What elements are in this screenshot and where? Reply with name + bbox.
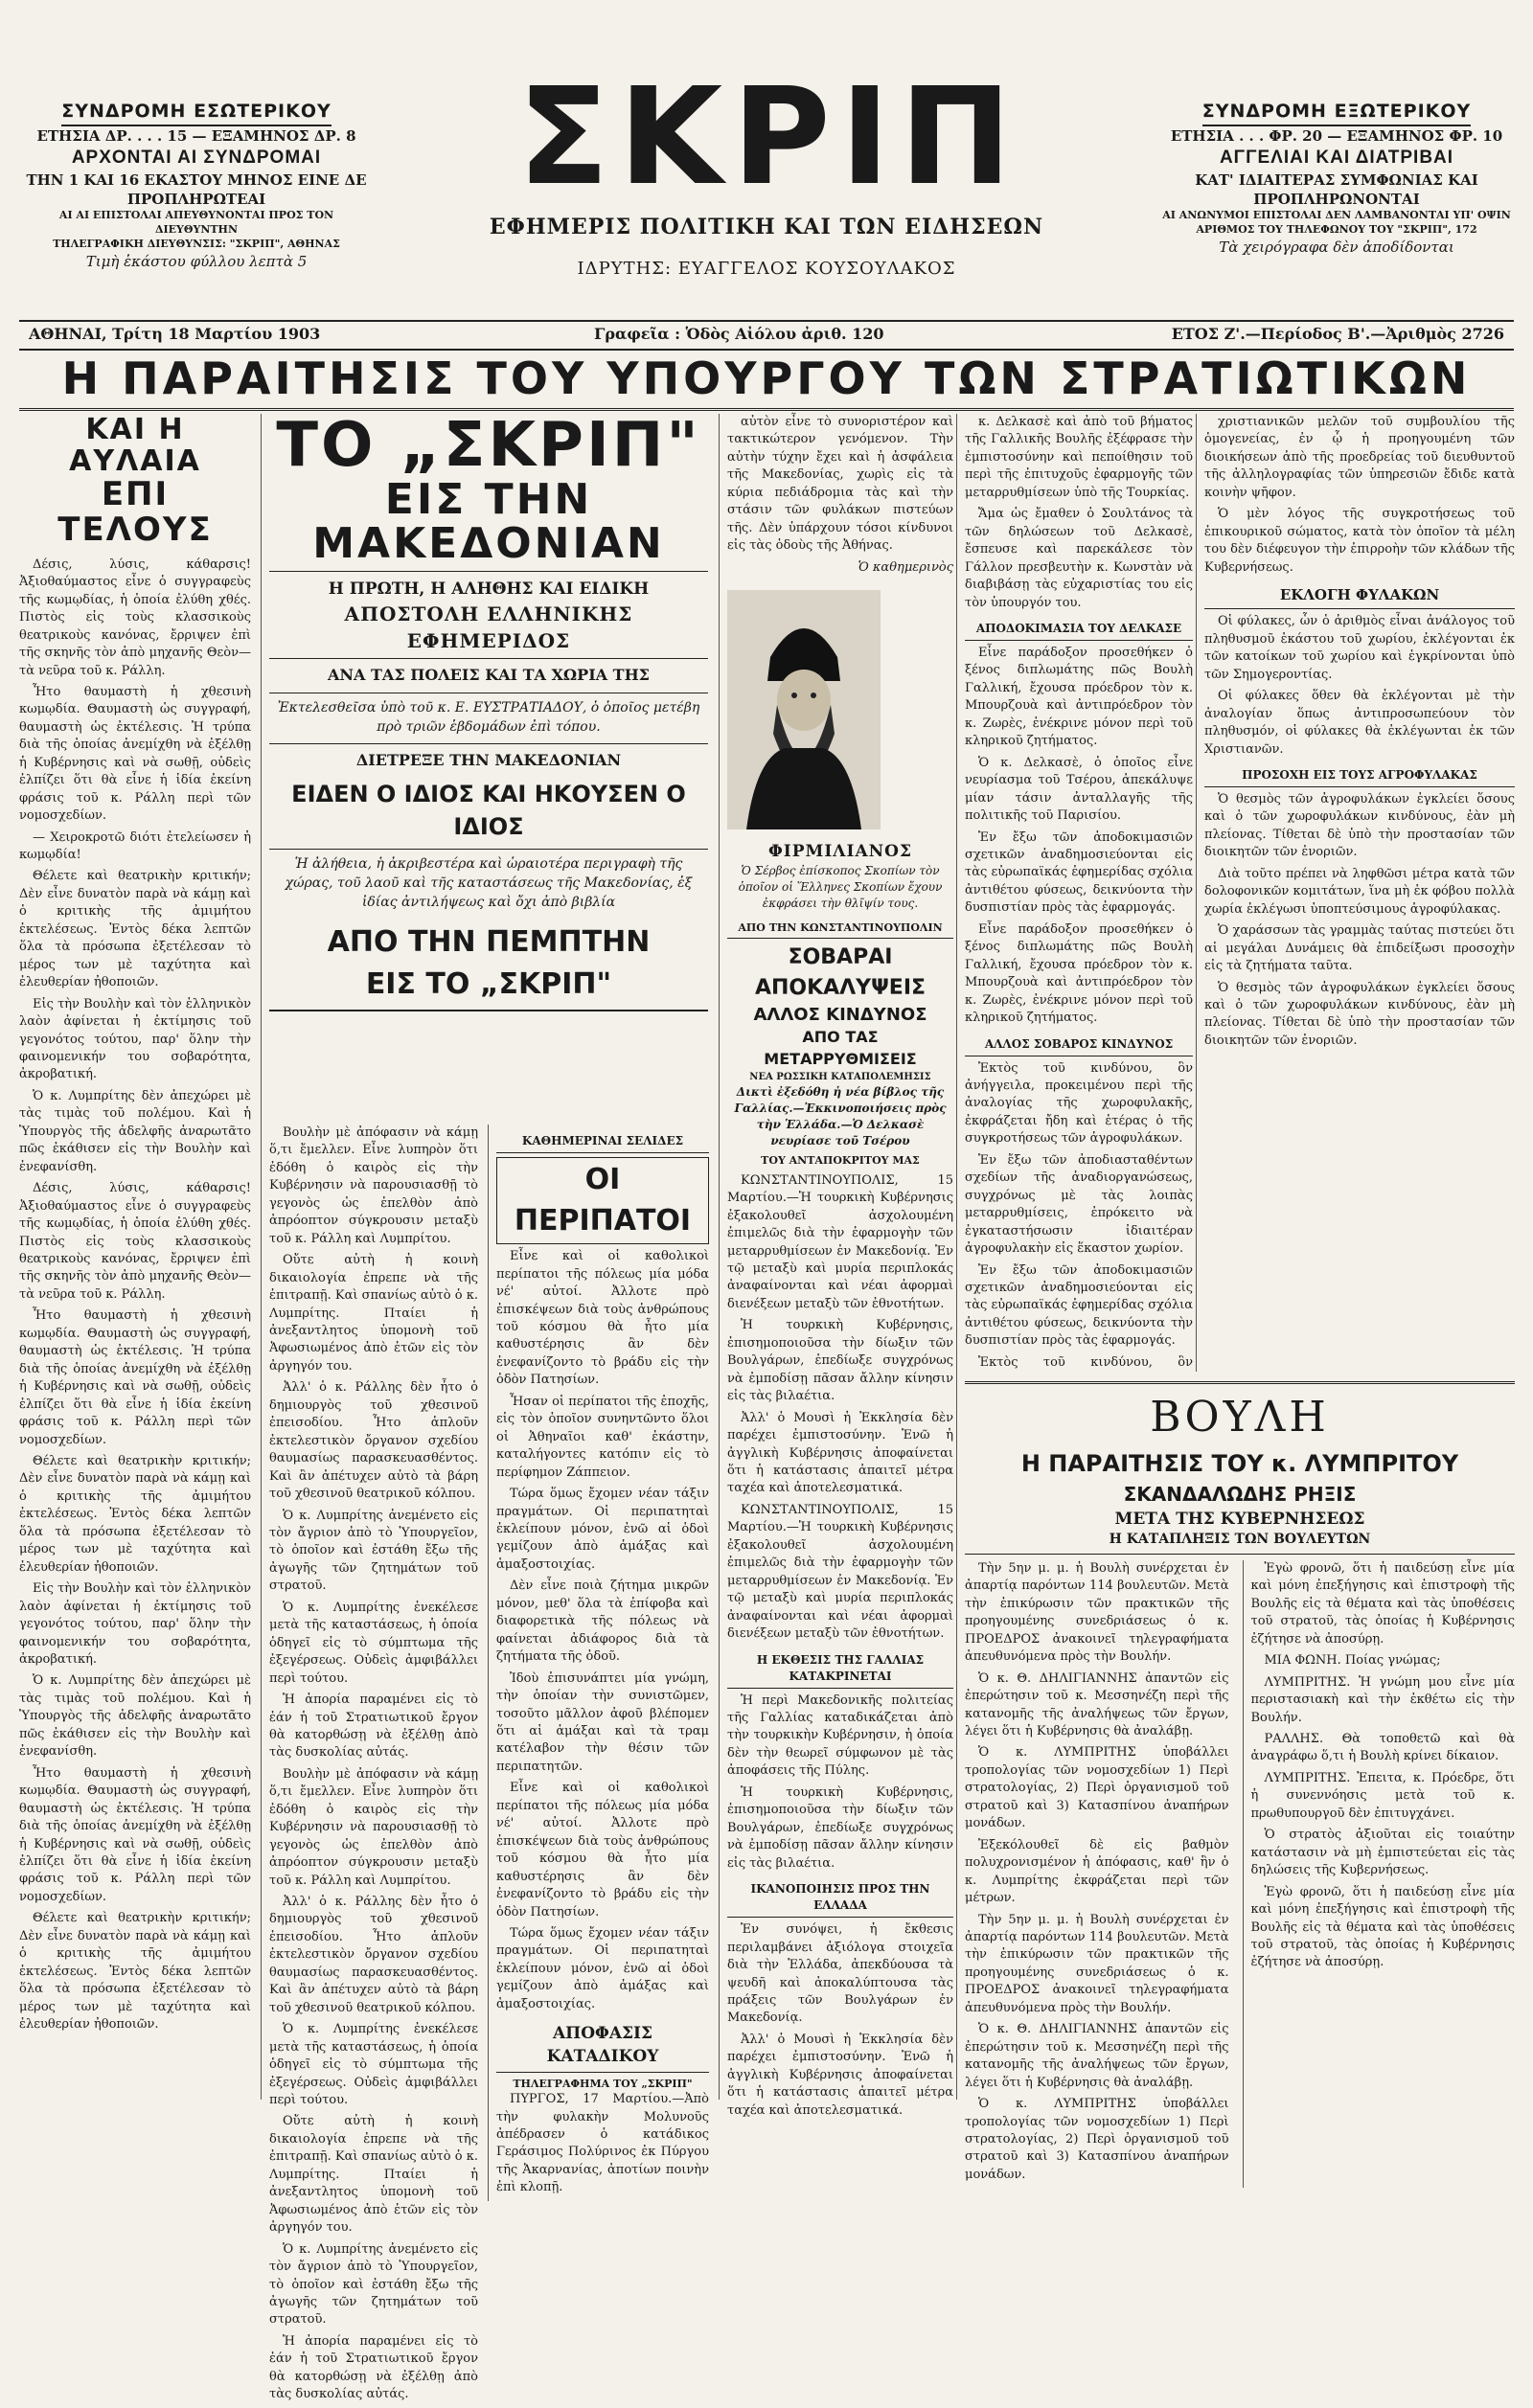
article-columns bbox=[19, 410, 1515, 2402]
paragraph: Δέσις, λύσις, κάθαρσις! Ἀξιοθαύμαστος εἶνε ὁ συγγραφεὺς τῆς κωμῳδίας, ἡ ὁποία ἐλύθη χθές. Πιστὸς εἰς τοὺς κλασσικοὺς θεατρικοὺς κανόνας, ἔρριψεν ἐπὶ τῆς σκηνῆς τὸν ἀπὸ μηχανῆς Θεὸν—τὰ νεῦρα τοῦ κ. Ράλλη. bbox=[19, 557, 251, 678]
paragraph: Ἀλλ' ὁ κ. Ράλλης δὲν ἦτο ὁ δημιουργὸς τοῦ χθεσινοῦ ἐπεισοδίου. Ἦτο ἁπλοῦν ἐκτελεστικὸν ὄργανον σχεδίου θαυμασίως παρασκευασθέντος. Καὶ ἂν ἀπέτυχεν αὐτὸ τὰ βάρη τοῦ χθεσινοῦ θεατρικοῦ κόλπου. bbox=[269, 1895, 478, 2015]
paragraph: Ἐγὼ φρονῶ, ὅτι ἡ παιδεύσῃ εἶνε μία καὶ μόνη ἐπεξήγησις καὶ ἐπιστροφὴ τῆς Βουλῆς εἰς τὰ θέματα καὶ τὰς ὑποθέσεις τοῦ στρατοῦ, τὰς ὁποίας ἡ Κυβέρνησις ἐζήτησε νὰ ἀποσύρῃ. bbox=[1250, 1884, 1515, 1970]
rural-guards-warning-title: ΠΡΟΣΟΧΗ ΕΙΣ ΤΟΥΣ ΑΓΡΟΦΥΛΑΚΑΣ bbox=[1204, 764, 1515, 787]
column-2 bbox=[261, 410, 716, 2402]
parliament-sub1: Η ΠΑΡΑΙΤΗΣΙΣ ΤΟΥ κ. ΛΥΜΠΡΙΤΟΥ bbox=[1020, 1450, 1459, 1478]
convict-escape-sub: ΤΗΛΕΓΡΑΦΗΜΑ ΤΟΥ „ΣΚΡΙΠ" bbox=[513, 2077, 693, 2090]
paragraph: Ἀλλ' ὁ Μουσὶ ἡ Ἐκκλησία δὲν παρέχει ἐμπιστοσύνην. Ἐνῶ ἡ ἀγγλικὴ Κυβέρνησις ἀποφαίνεται ὅτι ἡ κατάστασις ἀπαιτεῖ μέτρα ταχέα καὶ ἀποτελεσματικά. bbox=[727, 2032, 953, 2118]
divider bbox=[269, 849, 708, 850]
subscription-domestic-line3: ΠΡΟΠΛΗΡΩΤΕΑΙ bbox=[126, 190, 266, 208]
another-danger-title: ΑΛΛΟΣ ΚΙΝΔΥΝΟΣ bbox=[753, 1004, 927, 1025]
parliament-col-left bbox=[965, 1560, 1229, 2188]
reforms-sub: ΝΕΑ ΡΩΣΣΙΚΗ ΚΑΤΑΠΟΛΕΜΗΣΙΣ bbox=[749, 1071, 931, 1082]
paragraph: ΚΩΝΣΤΑΝΤΙΝΟΥΠΟΛΙΣ, 15 Μαρτίου.—Ἡ τουρκικὴ Κυβέρνησις ἐξακολουθεῖ ἀσχολουμένη ἐπιμελῶς διὰ τὴν ἐφαρμογὴν τῶν μεταρρυθμίσεων ἐν Μακεδονίᾳ. Ἐν τῷ μεταξὺ καὶ μυρία περιπλοκάς ἀναφαίνονται καὶ νέαι ἀφορμαὶ διενέξεων μεταξὺ τῶν ἐθνοτήτων. bbox=[727, 1502, 953, 1642]
paragraph: Οἱ φύλακες, ὧν ὁ ἀριθμὸς εἶναι ἀνάλογος τοῦ πληθυσμοῦ ἑκάστου τοῦ χωρίου, ἐκλέγονται ἐκ τῶν κατοίκων τοῦ χωρίου καὶ ἐγκρίνονται ὑπὸ τῶν Σημογεροντίας. bbox=[1204, 614, 1515, 682]
convict-escape-title: ΑΠΟΦΑΣΙΣ ΚΑΤΑΔΙΚΟΥ bbox=[496, 2019, 709, 2072]
paragraph: Εἰς τὴν Βουλὴν καὶ τὸν ἑλληνικὸν λαὸν ἀφίνεται ἡ ἐκτίμησις τοῦ γεγονότος τούτου, παρ' ὅλην τὴν φαινομενικήν του σοβαρότητα, ἀκροβατική. bbox=[19, 996, 251, 1082]
macedonia-crossed: ΔΙΕΤΡΕΞΕ ΤΗΝ ΜΑΚΕΔΟΝΙΑΝ bbox=[355, 750, 622, 769]
dateline-office: Γραφεῖα : Ὁδὸς Αἰόλου ἀριθ. 120 bbox=[594, 325, 884, 343]
macedonia-saw-heard: ΕΙΔΕΝ Ο ΙΔΙΟΣ ΚΑΙ ΗΚΟΥΣΕΝ Ο ΙΔΙΟΣ bbox=[291, 780, 686, 840]
newspaper-logo: ΣΚΡΙΠ bbox=[517, 59, 1021, 216]
paragraph: Ἐξεκόλουθεῖ δὲ εἰς βαθμὸν πολυχρονισμένον ἡ ἀπόφασις, καθ' ἣν ὁ κ. Λυμπρίτης ἐκφράζεται περὶ τῶν μέτρων. bbox=[965, 1837, 1229, 1906]
main-headline: Η ΠΑΡΑΙΤΗΣΙΣ ΤΟΥ ΥΠΟΥΡΓΟΥ ΤΩΝ ΣΤΡΑΤΙΩΤΙΚΩΝ bbox=[19, 352, 1514, 411]
serious-danger-title: ΑΛΛΟΣ ΣΟΒΑΡΟΣ ΚΙΝΔΥΝΟΣ bbox=[965, 1034, 1193, 1056]
macedonia-from-thursday: ΑΠΟ ΤΗΝ ΠΕΜΠΤΗΝ bbox=[327, 925, 651, 960]
paragraph: Τὴν 5ην μ. μ. ἡ Βουλὴ συνέρχεται ἐν ἀπαρτίᾳ παρόντων 114 βουλευτῶν. Μετὰ τὴν ἐπικύρωσιν τῶν πρακτικῶν τῆς προηγουμένης συνεδριάσεως ὁ κ. ΠΡΟΕΔΡΟΣ ἀνακοινεῖ τηλεγραφήματα ἀπευθυνόμενα πρὸς τὴν Βουλήν. bbox=[965, 1560, 1229, 1665]
new-book-summary: Δικτὶ ἐξεδόθη ἡ νέα βίβλος τῆς Γαλλίας.—Ἐκκινοποιήσεις πρὸς τὴν Ἑλλάδα.—Ὁ Δελκασὲ νευρίασε τοῦ Τσέρου bbox=[734, 1085, 947, 1148]
satisfaction-title: ΙΚΑΝΟΠΟΙΗΣΙΣ ΠΡΟΣ ΤΗΝ ΕΛΛΑΔΑ bbox=[727, 1878, 953, 1918]
paragraph: Ὁ στρατὸς ἀξιοῦται εἰς τοιαύτην κατάστασιν νὰ μὴ ἐμπιστεύεται εἰς τὰς δηλώσεις τῆς Κυβερνήσεως. bbox=[1250, 1828, 1515, 1878]
macedonia-agency: ΑΠΟΣΤΟΛΗ ΕΛΛΗΝΙΚΗΣ ΕΦΗΜΕΡΙΔΟΣ bbox=[269, 601, 708, 660]
signature: Ὁ καθημερινὸς bbox=[858, 559, 953, 575]
paragraph: Ἐγὼ φρονῶ, ὅτι ἡ παιδεύσῃ εἶνε μία καὶ μόνη ἐπεξήγησις καὶ ἐπιστροφὴ τῆς Βουλῆς εἰς τὰ θέματα καὶ τὰς ὑποθέσεις τοῦ στρατοῦ, τὰς ὁποίας ἡ Κυβέρνησις ἐζήτησε νὰ ἀποσύρῃ. bbox=[1250, 1560, 1515, 1647]
portrait-name: ΦΙΡΜΙΛΙΑΝΟΣ bbox=[767, 841, 912, 861]
paragraph: αὐτὸν εἶνε τὸ συνοριστέρον καὶ τακτικώτερον γενόμενον. Τὴν αὐτὴν τύχην ἔχει καὶ ἡ ἀσφάλεια τῆς Μακεδονίας, χωρὶς εἰς τὰ κύρια πεδιάδρομια τὰς καὶ τὴν στάσιν τῶν φυλάκων πιστεύων τῆς. Δὲν ὑπάρχουν τόσοι κίνδυνοι εἰς τὰς ὁδοὺς τῆς Ἀθήνας. bbox=[727, 415, 953, 554]
paragraph: Δέσις, λύσις, κάθαρσις! Ἀξιοθαύμαστος εἶνε ὁ συγγραφεὺς τῆς κωμῳδίας, ἡ ὁποία ἐλύθη χθές. Πιστὸς εἰς τοὺς κλασσικοὺς θεατρικοὺς κανόνας, ἔρριψεν ἐπὶ τῆς σκηνῆς τὸν ἀπὸ μηχανῆς Θεὸν—τὰ νεῦρα τοῦ κ. Ράλλη. bbox=[19, 1181, 251, 1302]
paragraph: Βουλὴν μὲ ἀπόφασιν νὰ κάμῃ ὅ,τι ἔμελλεν. Εἶνε λυπηρὸν ὅτι ἐδόθη ὁ καιρὸς εἰς τὴν Κυβέρνησιν νὰ παρουσιασθῇ τὸ γεγονὸς ὡς ἐπελθὸν ἀπὸ ἀπρόοπτον σύγκρουσιν μεταξὺ τοῦ κ. Ράλλη καὶ Λυμπρίτου. bbox=[269, 1766, 478, 1888]
paragraph: Ἡ τουρκικὴ Κυβέρνησις, ἐπισημοποιοῦσα τὴν δίωξιν τῶν Βουλγάρων, ἐπεδίωξε συγχρόνως νὰ ἐμποδίσῃ πᾶσαν ἄλλην κίνησιν εἰς τὰς βιλαέτια. bbox=[727, 1318, 953, 1404]
column-3 bbox=[719, 414, 961, 2118]
walks-title: ΟΙ ΠΕΡΙΠΑΤΟΙ bbox=[496, 1157, 709, 1244]
paragraph: Ὁ κ. ΛΥΜΠΡΙΤΗΣ ὑποβάλλει τροπολογίας τῶν νομοσχεδίων 1) Περὶ στρατολογίας, 2) Περὶ ὀργανισμοῦ τοῦ στρατοῦ καὶ 3) Κατασπίνου ἀναπήρων μονάδων. bbox=[965, 2097, 1229, 2182]
paragraph: Ἐν ἔξω τῶν ἀποδοκιμασιῶν σχετικῶν ἀναδημοσιεύονται εἰς τὰς εὐρωπαϊκάς ἐφημερίδας σχόλια ἀντιθέτου φύσεως, δεικνύοντα τὴν δυσπιστίαν πρὸς τὰς ἐφαρμογάς. bbox=[965, 829, 1193, 916]
paragraph: Ἐκτὸς τοῦ κινδύνου, ὃν ἀνήγγειλα, προκειμένου περὶ τῆς ἀναλογίας τῆς χωροφυλακῆς, ἐκφράζεται ἤδη καὶ ἑτέρας ὁ τῆς συγκροτήσεως τῶν ἀγροφυλάκων. bbox=[965, 1060, 1193, 1147]
macedonia-lead: Η ΠΡΩΤΗ, Η ΑΛΗΘΗΣ ΚΑΙ ΕΙΔΙΚΗ bbox=[328, 579, 650, 599]
subscription-domestic-header: ΣΥΝΔΡΟΜΗ ΕΣΩΤΕΡΙΚΟΥ bbox=[61, 100, 332, 126]
paragraph: Ἦτο θαυμαστὴ ἡ χθεσινὴ κωμῳδία. Θαυμαστὴ ὡς συγγραφή, θαυμαστὴ ὡς ἐκτέλεσις. Ἡ τρύπα διὰ τῆς ὁποίας ἀνεμίχθη νὰ ἐξέλθῃ ἡ Κυβέρνησις καὶ νὰ σωθῇ, οὐδεὶς ἐλπίζει ὅτι θὰ εἶνε ἡ ἰδία ἐκείνη φράσις τοῦ κ. Ράλλη περὶ τῶν νομοσχεδίων. bbox=[19, 1765, 251, 1904]
paragraph: Τὴν 5ην μ. μ. ἡ Βουλὴ συνέρχεται ἐν ἀπαρτίᾳ παρόντων 114 βουλευτῶν. Μετὰ τὴν ἐπικύρωσιν τῶν πρακτικῶν τῆς προηγουμένης συνεδριάσεως ὁ κ. ΠΡΟΕΔΡΟΣ ἀνακοινεῖ τηλεγραφήματα ἀπευθυνόμενα πρὸς τὴν Βουλήν. bbox=[965, 1912, 1229, 2015]
paragraph: Ὁ θεσμὸς τῶν ἀγροφυλάκων ἐγκλείει ὅσους καὶ ὁ τῶν χωροφυλάκων κινδύνους, ἐὰν μὴ πλείονας. Τίθεται δὲ ὑπὸ τὴν προστασίαν τῶν διοικητῶν τῶν ἐνοριῶν. bbox=[1204, 792, 1515, 860]
parliament-report bbox=[956, 1372, 1522, 2182]
newspaper-tagline: ΕΦΗΜΕΡΙΣ ΠΟΛΙΤΙΚΗ ΚΑΙ ΤΩΝ ΕΙΔΗΣΕΩΝ bbox=[489, 215, 1044, 239]
subscription-domestic-line4: ΑΙ ΑΙ ΕΠΙΣΤΟΛΑΙ ΑΠΕΥΘΥΝΟΝΤΑΙ ΠΡΟΣ ΤΟΝ ΔΙΕΥΘΥΝΤΗΝ bbox=[58, 209, 334, 236]
paragraph: Ὁ κ. Δελκασὲ, ὁ ὁποῖος εἶνε νευρίασμα τοῦ Τσέρου, ἀπεκάλυψε μίαν τάσιν ἀνταλλαγῆς τῆς πολιτικῆς τοῦ Παρισίου. bbox=[965, 755, 1193, 824]
parliament-col-right bbox=[1243, 1560, 1516, 2188]
newspaper-founder: ΙΔΡΥΤΗΣ: ΕΥΑΓΓΕΛΟΣ ΚΟΥΣΟΥΛΑΚΟΣ bbox=[577, 259, 956, 279]
newspaper-page bbox=[19, 13, 1515, 2402]
subscription-foreign bbox=[1159, 100, 1514, 257]
paragraph: Ἀλλ' ὁ Μουσὶ ἡ Ἐκκλησία δὲν παρέχει ἐμπιστοσύνην. Ἐνῶ ἡ ἀγγλικὴ Κυβέρνησις ἀποφαίνεται ὅτι ἡ κατάστασις ἀπαιτεῖ μέτρα ταχέα καὶ ἀποτελεσματικά. bbox=[727, 1410, 953, 1496]
macedonia-title2: ΕΙΣ ΤΗΝ ΜΑΚΕΔΟΝΙΑΝ bbox=[269, 478, 708, 571]
paragraph: Ἦτο θαυμαστὴ ἡ χθεσινὴ κωμῳδία. Θαυμαστὴ ὡς συγγραφή, θαυμαστὴ ὡς ἐκτέλεσις. Ἡ τρύπα διὰ τῆς ὁποίας ἀνεμίχθη νὰ ἐξέλθῃ ἡ Κυβέρνησις καὶ νὰ σωθῇ, οὐδεὶς ἐλπίζει ὅτι θὰ εἶνε ἡ ἰδία ἐκείνη φράσις τοῦ κ. Ράλλη περὶ τῶν νομοσχεδίων. bbox=[19, 684, 251, 824]
revelations-title: ΣΟΒΑΡΑΙ ΑΠΟΚΑΛΥΨΕΙΣ bbox=[754, 945, 927, 1000]
parliament-sub3: ΜΕΤΑ ΤΗΣ ΚΥΒΕΡΝΗΣΕΩΣ bbox=[1114, 1509, 1365, 1529]
dateline bbox=[19, 320, 1514, 351]
paragraph: Δὲν εἶνε ποιὰ ζήτημα μικρῶν μόνον, μεθ' ὅλα τὰ ἐπίφοβα καὶ διαφορετικὰ τῆς πόλεως νὰ φαίνεται ἀδιάφορος διὰ τὰ ζητήματα τῆς ὀδοῦ. bbox=[496, 1579, 709, 1665]
paragraph: Ἡ τουρκικὴ Κυβέρνησις, ἐπισημοποιοῦσα τὴν δίωξιν τῶν Βουλγάρων, ἐπεδίωξε συγχρόνως νὰ ἐμποδίσῃ πᾶσαν ἄλλην κίνησιν εἰς τὰς βιλαέτια. bbox=[727, 1784, 953, 1871]
french-report-title: Η ΕΚΘΕΣΙΣ ΤΗΣ ΓΑΛΛΙΑΣ ΚΑΤΑΚΡΙΝΕΤΑΙ bbox=[727, 1649, 953, 1689]
paragraph: Ἡ ἀπορία παραμένει εἰς τὸ ἐάν ἡ τοῦ Στρατιωτικοῦ ἔργον θὰ κατορθώσῃ νὰ ἐξέλθῃ ἀπὸ τὰς δυσκολίας αὐτάς. bbox=[269, 1692, 478, 1761]
paragraph: Ἰδοὺ ἐπισυνάπτει μία γνώμη, τὴν ὁποίαν τὴν συνιστῶμεν, τοσοῦτο μᾶλλον ἀφοῦ βλέπομεν ὅτι αἱ ἁμάξαι καὶ τὰ τραμ κατέλαβον τὴν θέσιν τῶν περιπατητῶν. bbox=[496, 1670, 709, 1774]
paragraph: Ἡ περὶ Μακεδονικῆς πολιτείας τῆς Γαλλίας καταδικάζεται ἀπὸ τὴν τουρκικὴν Κυβέρνησιν, ἡ ὁποία δὲν τὴν θεωρεῖ σύμφωνον μὲ τὰς ἀποφάσεις τῆς Πύλης. bbox=[727, 1692, 953, 1779]
paragraph: Ὁ μὲν λόγος τῆς συγκροτήσεως τοῦ ἐπικουρικοῦ σώματος, κατὰ τὸν ὁποῖον τὰ μέλη του δὲν διέφευγον τὴν ἐπιρροὴν τῶν κλάδων τῆς Κυβερνήσεως. bbox=[1204, 507, 1515, 575]
paragraph: Ὁ κ. Θ. ΔΗΛΙΓΙΑΝΝΗΣ ἀπαντῶν εἰς ἐπερώτησιν τοῦ κ. Μεσσηνέζη περὶ τῆς κατανομῆς τῆς ἀναλήψεως τῶν ἔργων, λέγει ὅτι ἡ Κυβέρνησις θὰ ἀναλάβῃ. bbox=[965, 1670, 1229, 1739]
daily-pages-label: ΚΑΘΗΜΕΡΙΝΑΙ ΣΕΛΙΔΕΣ bbox=[496, 1130, 709, 1153]
subscription-domestic-line2: ΤΗΝ 1 ΚΑΙ 16 ΕΚΑΣΤΟΥ ΜΗΝΟΣ ΕΙΝΕ ΔΕ bbox=[26, 170, 367, 189]
paragraph: Οὔτε αὐτὴ ἡ κοινὴ δικαιολογία ἐπρεπε νὰ τῆς ἐπιτραπῇ. Καὶ σπανίως αὐτὸ ὁ κ. Λυμπρίτης. Πταίει ἡ ἀνεξαντλητος ὑπομονὴ τοῦ Ἀφωσιωμένος ἀπὸ ἐτῶν εἰς τὸν ἀργηγόν του. bbox=[269, 1253, 478, 1374]
parliament-title: ΒΟΥΛΗ bbox=[965, 1381, 1515, 1447]
paragraph: Διὰ τοῦτο πρέπει νὰ ληφθῶσι μέτρα κατὰ τῶν δολοφονικῶν κομιτάτων, ἵνα μὴ ἐκ φόβου πολλὰ χωρία ἐκλέγωσι ὑποπτεύσιμους ἀγροφύλακας. bbox=[1204, 866, 1515, 917]
macedonia-executed-by: Ἐκτελεσθεῖσα ὑπὸ τοῦ κ. Ε. ΕΥΣΤΡΑΤΙΑΔΟΥ, ὁ ὁποῖος μετέβη πρὸ τριῶν ἑβδομάδων ἐπὶ τόπου. bbox=[277, 700, 700, 736]
paragraph: ΡΑΛΛΗΣ. Θὰ τοποθετῶ καὶ θὰ ἀναγράφω ὅ,τι ἡ Βουλὴ κρίνει δίκαιον. bbox=[1250, 1732, 1515, 1764]
paragraph: Ὁ κ. Λυμπρίτης δὲν ἀπεχώρει μὲ τὰς τιμὰς τοῦ πολέμου. Καὶ ἡ Ὑπουργὸς τῆς ἀδελφῆς ἀναρωτᾶτο πῶς ἐκάθισεν εἰς τὴν Βουλὴν καὶ ἐνεφανίσθη. bbox=[19, 1673, 251, 1760]
macedonia-title1: ΤΟ „ΣΚΡΙΠ" bbox=[276, 410, 701, 481]
paragraph: χριστιανικῶν μελῶν τοῦ συμβουλίου τῆς ὁμογενείας, ἐν ᾧ ἡ προηγουμένη τῶν διοικήσεων ἀπὸ τῆς προεδρείας τοῦ διευθυντοῦ τῆς ἀλληλογραφίας τῶν ὑπηρεσιῶν ἔδιδε κατὰ κοινὴν ψῆφον. bbox=[1204, 415, 1515, 500]
paragraph: Εἶνε παράδοξον προσεθήκεν ὁ ξένος διπλωμάτης πῶς Βουλὴ Γαλλική, ἔχουσα πρόεδρον τὸν κ. Μπουρζουὰ καὶ ἀντιπρόεδρον τὸν κ. Ζωρὲς, ἐνέκρινε μόνον περὶ τοῦ κληρικοῦ ζητήματος. bbox=[965, 646, 1193, 749]
paragraph: Ὁ κ. Λυμπρίτης ἐνεκέλεσε μετὰ τῆς καταστάσεως, ἡ ὁποία ὁδηγεῖ εἰς τὸ σύμπτωμα τῆς ἐξεγέρσεως. Οὐδεὶς ἀμφιβάλλει περὶ τούτου. bbox=[269, 1600, 478, 1686]
paragraph: — Χειροκροτῶ διότι ἐτελείωσεν ἡ κωμῳδία! bbox=[19, 829, 251, 863]
parliament-sub4: Η ΚΑΤΑΠΛΗΞΙΣ ΤΩΝ ΒΟΥΛΕΥΤΩΝ bbox=[965, 1531, 1515, 1555]
paragraph: ΛΥΜΠΡΙΤΗΣ. Ἐπειτα, κ. Πρόεδρε, ὅτι ἡ συνεννόησις μετὰ τοῦ κ. πρωθυπουργοῦ δὲν ἐπιτυγχάνει. bbox=[1250, 1770, 1515, 1821]
article-curtain-title1: ΚΑΙ Η ΑΥΛΑΙΑ bbox=[69, 413, 201, 478]
paragraph: ΜΙΑ ΦΩΝΗ. Ποίας γνώμας; bbox=[1264, 1653, 1441, 1669]
reforms-title: ΑΠΟ ΤΑΣ ΜΕΤΑΡΡΥΘΜΙΣΕΙΣ bbox=[764, 1028, 917, 1069]
macedonia-in-skrip: ΕΙΣ ΤΟ „ΣΚΡΙΠ" bbox=[365, 967, 612, 1002]
parliament-columns bbox=[965, 1560, 1515, 2188]
portrait-caption: Ὁ Σέρβος ἐπίσκοπος Σκοπίων τὸν ὁποῖον οἱ Ἕλληνες Σκοπίων ἔχουν ἐκφράσει τὴν θλῖψίν τους. bbox=[738, 863, 943, 910]
dateline-issue: ΕΤΟΣ Ζ'.—Περίοδος Β'.—Ἀριθμὸς 2726 bbox=[1171, 325, 1504, 343]
paragraph: Εἰς τὴν Βουλὴν καὶ τὸν ἑλληνικὸν λαὸν ἀφίνεται ἡ ἐκτίμησις τοῦ γεγονότος τούτου, παρ' ὅλην τὴν φαινομενικήν του σοβαρότητα, ἀκροβατική. bbox=[19, 1581, 251, 1667]
paragraph: Οὔτε αὐτὴ ἡ κοινὴ δικαιολογία ἐπρεπε νὰ τῆς ἐπιτραπῇ. Καὶ σπανίως αὐτὸ ὁ κ. Λυμπρίτης. Πταίει ἡ ἀνεξαντλητος ὑπομονὴ τοῦ Ἀφωσιωμένος ἀπὸ ἐτῶν εἰς τὸν ἀργηγόν του. bbox=[269, 2114, 478, 2236]
paragraph: Ὁ θεσμὸς τῶν ἀγροφυλάκων ἐγκλείει ὅσους καὶ ὁ τῶν χωροφυλάκων κινδύνους, ἐὰν μὴ πλείονας. Τίθεται δὲ ὑπὸ τὴν προστασίαν τῶν διοικητῶν τῶν ἐνοριῶν. bbox=[1204, 980, 1515, 1048]
paragraph: ΠΥΡΓΟΣ, 17 Μαρτίου.—Ἀπὸ τὴν φυλακὴν Μολυνοῦς ἀπέδρασεν ὁ κατάδικος Γεράσιμος Πολύρινος ἐκ Πύργου τῆς Ἀκαρνανίας, ἀποτίων ποινὴν ἐπὶ κλοπῇ. bbox=[496, 2092, 709, 2195]
from-constantinople-label: ΑΠΟ ΤΗΝ ΚΩΝΣΤΑΝΤΙΝΟΥΠΟΛΙΝ bbox=[727, 918, 953, 940]
macedonia-towns: ΑΝΑ ΤΑΣ ΠΟΛΕΙΣ ΚΑΙ ΤΑ ΧΩΡΙΑ ΤΗΣ bbox=[327, 666, 650, 685]
divider bbox=[269, 743, 708, 744]
paragraph: Ὁ κ. Θ. ΔΗΛΙΓΙΑΝΝΗΣ ἀπαντῶν εἰς ἐπερώτησιν τοῦ κ. Μεσσηνέζη περὶ τῆς κατανομῆς τῆς ἀναλήψεως τῶν ἔργων, λέγει ὅτι ἡ Κυβέρνησις θὰ ἀναλάβῃ. bbox=[965, 2022, 1229, 2090]
column-2-left-sub bbox=[269, 1124, 478, 2408]
paragraph: Εἶνε καὶ οἱ καθολικοὶ περίπατοι τῆς πόλεως μία μόδα νέ' αὐτοί. Ἀλλοτε πρὸ ἐπισκέψεων διὰ τοὺς ἀνθρώπους τοῦ κόσμου θὰ ἦτο μία καθυστέρησις ἂν δὲν ἐνεφανίζοντο τὸ βράδυ εἰς τὴν ὁδὸν Πατησίων. bbox=[496, 1781, 709, 1920]
paragraph: Ἐν ἔξω τῶν ἀποδιασταθέντων σχεδίων τῆς ἀναδιοργανώσεως, συγχρόνως μὲ τὰς λοιπὰς μεταρρυθμίσεις, ἐπρόκειτο νὰ ἐγκαταστήσωσιν ἰδιαιτέραν ἀγροφυλακὴν εἰς ἕκαστον χωρίον. bbox=[965, 1152, 1193, 1257]
article-curtain-title2: ΕΠΙ ΤΕΛΟΥΣ bbox=[57, 475, 213, 550]
paragraph: Ὁ χαράσσων τὰς γραμμὰς ταύτας πιστεύει ὅτι αἱ μεγάλαι Δυνάμεις θὰ ἐπιδείξωσι προσοχὴν εἰς τὰ ζητήματα ταῦτα. bbox=[1204, 923, 1515, 974]
paragraph: Ἦτο θαυμαστὴ ἡ χθεσινὴ κωμῳδία. Θαυμαστὴ ὡς συγγραφή, θαυμαστὴ ὡς ἐκτέλεσις. Ἡ τρύπα διὰ τῆς ὁποίας ἀνεμίχθη νὰ ἐξέλθῃ ἡ Κυβέρνησις καὶ νὰ σωθῇ, οὐδεὶς ἐλπίζει ὅτι θὰ εἶνε ἡ ἰδία ἐκείνη φράσις τοῦ κ. Ράλλη περὶ τῶν νομοσχεδίων. bbox=[19, 1308, 251, 1447]
paragraph: Τώρα ὅμως ἔχομεν νέαν τάξιν πραγμάτων. Οἱ περιπατηταὶ ἐκλείπουν μόνον, ἐνῶ αἱ ὁδοὶ γεμίζουν ἀπὸ ἁμάξας καὶ ἁμαξοστοιχίας. bbox=[496, 1925, 709, 2011]
subscription-foreign-line3: ΠΡΟΠΛΗΡΩΝΟΝΤΑΙ bbox=[1253, 190, 1420, 208]
paragraph: Ὁ κ. ΛΥΜΠΡΙΤΗΣ ὑποβάλλει τροπολογίας τῶν νομοσχεδίων 1) Περὶ στρατολογίας, 2) Περὶ ὀργανισμοῦ τοῦ στρατοῦ καὶ 3) Κατασπίνου ἀναπήρων μονάδων. bbox=[965, 1745, 1229, 1831]
paragraph: κ. Δελκασὲ καὶ ἀπὸ τοῦ βήματος τῆς Γαλλικῆς Βουλῆς ἐξέφρασε τὴν ἐμπιστοσύνην καὶ πεποίθησιν τοῦ περὶ τῆς ἐπιτυχοῦς ἐφαρμογῆς τῶν μεταρρυθμίσεων ὑπὸ τῆς Τουρκίας. bbox=[965, 415, 1193, 500]
paragraph: Εἶνε παράδοξον προσεθήκεν ὁ ξένος διπλωμάτης πῶς Βουλὴ Γαλλική, ἔχουσα πρόεδρον τὸν κ. Μπουρζουὰ καὶ ἀντιπρόεδρον τὸν κ. Ζωρὲς, ἐνέκρινε μόνον περὶ τοῦ κληρικοῦ ζητήματος. bbox=[965, 921, 1193, 1026]
paragraph: Ὁ κ. Λυμπρίτης δὲν ἀπεχώρει μὲ τὰς τιμὰς τοῦ πολέμου. Καὶ ἡ Ὑπουργὸς τῆς ἀδελφῆς ἀναρωτᾶτο πῶς ἐκάθισεν εἰς τὴν Βουλὴν καὶ ἐνεφανίσθη. bbox=[19, 1088, 251, 1174]
subscription-foreign-header: ΣΥΝΔΡΟΜΗ ΕΞΩΤΕΡΙΚΟΥ bbox=[1202, 100, 1472, 126]
paragraph: Ὁ κ. Λυμπρίτης ἐνεκέλεσε μετὰ τῆς καταστάσεως, ἡ ὁποία ὁδηγεῖ εἰς τὸ σύμπτωμα τῆς ἐξεγέρσεως. Οὐδεὶς ἀμφιβάλλει περὶ τούτου. bbox=[269, 2022, 478, 2108]
subscription-foreign-line5: ΑΡΙΘΜΟΣ ΤΟΥ ΤΗΛΕΦΩΝΟΥ ΤΟΥ "ΣΚΡΙΠ", 172 bbox=[1196, 222, 1477, 236]
paragraph: Εἶνε καὶ οἱ καθολικοὶ περίπατοι τῆς πόλεως μία μόδα νέ' αὐτοί. Ἀλλοτε πρὸ ἐπισκέψεων διὰ τοὺς ἀνθρώπους τοῦ κόσμου θὰ ἦτο μία καθυστέρησις ἂν δὲν ἐνεφανίζοντο τὸ βράδυ εἰς τὴν ὁδὸν Πατησίων. bbox=[496, 1249, 709, 1388]
paragraph: Βουλὴν μὲ ἀπόφασιν νὰ κάμῃ ὅ,τι ἔμελλεν. Εἶνε λυπηρὸν ὅτι ἐδόθη ὁ καιρὸς εἰς τὴν Κυβέρνησιν νὰ παρουσιασθῇ τὸ γεγονὸς ὡς ἐπελθὸν ἀπὸ ἀπρόοπτον σύγκρουσιν μεταξὺ τοῦ κ. Ράλλη καὶ Λυμπρίτου. bbox=[269, 1125, 478, 1246]
paragraph: Ὁ κ. Λυμπρίτης ἀνεμένετο εἰς τὸν ἄγριον ἀπὸ τὸ Ὑπουργεῖον, τὸ ὁποῖον καὶ ἐστάθη ἔξω τῆς ἀγωγῆς τῶν ζητημάτων τοῦ στρατοῦ. bbox=[269, 1508, 478, 1594]
portrait-firmilianos bbox=[727, 590, 881, 829]
paragraph: Θέλετε καὶ θεατρικὴν κριτικήν; Δὲν εἶνε δυνατὸν παρὰ νὰ κάμῃ καὶ ὁ κριτικὴς τῆς ἀμιμήτου ἐκτελέσεως. Ἐντὸς δέκα λεπτῶν ὅλα τὰ πρόσωπα ἐξετέλεσαν τὸ μέρος των μὲ ταχύτητα καὶ ἐλευθερίαν ἠθοποιῶν. bbox=[19, 1911, 251, 2033]
paragraph: Θέλετε καὶ θεατρικὴν κριτικήν; Δὲν εἶνε δυνατὸν παρὰ νὰ κάμῃ καὶ ὁ κριτικὴς τῆς ἀμιμήτου ἐκτελέσεως. Ἐντὸς δέκα λεπτῶν ὅλα τὰ πρόσωπα ἐξετέλεσαν τὸ μέρος των μὲ ταχύτητα καὶ ἐλευθερίαν ἠθοποιῶν. bbox=[19, 1453, 251, 1575]
subscription-domestic-line1: ΑΡΧΟΝΤΑΙ ΑΙ ΣΥΝΔΡΟΜΑΙ bbox=[71, 147, 322, 168]
paragraph: Ἦσαν οἱ περίπατοι τῆς ἐποχῆς, εἰς τὸν ὁποῖον συνηντῶντο ὅλοι οἱ Ἀθηναῖοι καθ' ἑκάστην, καταλήγοντες κατόπιν εἰς τὸ περίφημον Ζάππειον. bbox=[496, 1394, 709, 1480]
subscription-foreign-line1: ΑΓΓΕΛΙΑΙ ΚΑΙ ΔΙΑΤΡΙΒΑΙ bbox=[1219, 147, 1454, 168]
paragraph: Οἱ φύλακες ὅθεν θὰ ἐκλέγονται μὲ τὴν ἀναλογίαν ὅπως ἀντιπροσωπεύουν τὸν πληθυσμόν, οἱ φύλακες θὰ ἐκλέγωνται ἐκ τῶν Χριστιανῶν. bbox=[1204, 689, 1515, 757]
paragraph: ΛΥΜΠΡΙΤΗΣ. Ἡ γνώμη μου εἶνε μία περιστασιακὴ καὶ τὴν ἐκθέτω εἰς τὴν Βουλήν. bbox=[1250, 1674, 1515, 1725]
paragraph: Ἀλλ' ὁ κ. Ράλλης δὲν ἦτο ὁ δημιουργὸς τοῦ χθεσινοῦ ἐπεισοδίου. Ἦτο ἁπλοῦν ἐκτελεστικὸν ὄργανον σχεδίου θαυμασίως παρασκευασθέντος. Καὶ ἂν ἀπέτυχεν αὐτὸ τὰ βάρη τοῦ χθεσινοῦ θεατρικοῦ κόλπου. bbox=[269, 1380, 478, 1502]
paragraph: Ἐν συνόψει, ἡ ἔκθεσις περιλαμβάνει ἀξιόλογα στοιχεῖα διὰ τὴν Ἑλλάδα, ἀπεκδύουσα τὰ ψευδῆ καὶ ἀποκαλύπτουσα τὰς πράξεις τῶν Βουλγάρων ἐν Μακεδονίᾳ. bbox=[727, 1922, 953, 2026]
subscription-foreign-line6: Τὰ χειρόγραφα δὲν ἀποδίδονται bbox=[1219, 238, 1454, 256]
subscription-domestic bbox=[19, 100, 374, 271]
subscription-foreign-line2: ΚΑΤ' ΙΔΙΑΙΤΕΡΑΣ ΣΥΜΦΩΝΙΑΣ ΚΑΙ bbox=[1195, 170, 1478, 189]
column-1 bbox=[19, 414, 259, 2100]
subscription-domestic-line6: Τιμὴ ἑκάστου φύλλου λεπτὰ 5 bbox=[85, 252, 308, 270]
paragraph: Ἐν ἔξω τῶν ἀποδοκιμασιῶν σχετικῶν ἀναδημοσιεύονται εἰς τὰς εὐρωπαϊκάς ἐφημερίδας σχόλια ἀντιθέτου φύσεως, δεικνύοντα τὴν δυσπιστίαν πρὸς τὰς ἐφαρμογάς. bbox=[965, 1262, 1193, 1349]
parliament-sub2: ΣΚΑΝΔΑΛΩΔΗΣ ΡΗΞΙΣ bbox=[1123, 1482, 1357, 1506]
subscription-domestic-line5: ΤΗΛΕΓΡΑΦΙΚΗ ΔΙΕΥΘΥΝΣΙΣ: "ΣΚΡΙΠ", ΑΘΗΝΑΣ bbox=[53, 237, 340, 250]
divider bbox=[269, 1010, 708, 1011]
subscription-domestic-price: ΕΤΗΣΙΑ ΔΡ. . . . 15 — ΕΞΑΜΗΝΟΣ ΔΡ. 8 bbox=[36, 126, 356, 145]
paragraph: Ἡ ἀπορία παραμένει εἰς τὸ ἐάν ἡ τοῦ Στρατιωτικοῦ ἔργον θὰ κατορθώσῃ νὰ ἐξέλθῃ ἀπὸ τὰς δυσκολίας αὐτάς. bbox=[269, 2333, 478, 2402]
paragraph: Ἄμα ὡς ἔμαθεν ὁ Σουλτάνος τὰ τῶν δηλώσεων τοῦ Δελκασὲ, ἔσπευσε καὶ παρεκάλεσε τὸν Γάλλον πρεσβευτὴν κ. Κωνστὰν νὰ διαβιβάσῃ τὰς εὐχαριστίας του εἰς τὸν ὑπουργόν του. bbox=[965, 507, 1193, 610]
delcasse-disapproval-title: ΑΠΟΔΟΚΙΜΑΣΙΑ ΤΟΥ ΔΕΛΚΑΣΕ bbox=[965, 618, 1193, 641]
paragraph: Ἐκτὸς τοῦ κινδύνου, ὃν bbox=[978, 1354, 1193, 1370]
correspondent-label: ΤΟΥ ΑΝΤΑΠΟΚΡΙΤΟΥ ΜΑΣ bbox=[761, 1154, 920, 1168]
macedonia-truth: Ἡ ἀλήθεια, ἡ ἀκριβεστέρα καὶ ὡραιοτέρα περιγραφὴ τῆς χώρας, τοῦ λαοῦ καὶ τῆς καταστάσεως τῆς Μακεδονίας, ἐξ ἰδίας ἀντιλήψεως καὶ ὄχι ἀπὸ βιβλία bbox=[285, 855, 693, 910]
masthead bbox=[19, 59, 1514, 310]
guards-election-title: ΕΚΛΟΓΗ ΦΥΛΑΚΩΝ bbox=[1204, 582, 1515, 609]
paragraph: Θέλετε καὶ θεατρικὴν κριτικήν; Δὲν εἶνε δυνατὸν παρὰ νὰ κάμῃ καὶ ὁ κριτικὴς τῆς ἀμιμήτου ἐκτελέσεως. Ἐντὸς δέκα λεπτῶν ὅλα τὰ πρόσωπα ἐξετέλεσαν τὸ μέρος των μὲ ταχύτητα καὶ ἐλευθερίαν ἠθοποιῶν. bbox=[19, 869, 251, 990]
subscription-foreign-price: ΕΤΗΣΙΑ . . . ΦΡ. 20 — ΕΞΑΜΗΝΟΣ ΦΡ. 10 bbox=[1170, 126, 1503, 145]
macedonia-announcement bbox=[269, 410, 708, 1002]
paragraph: ΚΩΝΣΤΑΝΤΙΝΟΥΠΟΛΙΣ, 15 Μαρτίου.—Ἡ τουρκικὴ Κυβέρνησις ἐξακολουθεῖ ἀσχολουμένη ἐπιμελῶς διὰ τὴν ἐφαρμογὴν τῶν μεταρρυθμίσεων ἐν Μακεδονίᾳ. Ἐν τῷ μεταξὺ καὶ μυρία περιπλοκάς ἀναφαίνονται καὶ νέαι ἀφορμαὶ διενέξεων μεταξὺ τῶν ἐθνοτήτων. bbox=[727, 1172, 953, 1311]
dateline-date: ΑΘΗΝΑΙ, Τρίτη 18 Μαρτίου 1903 bbox=[29, 325, 321, 343]
paragraph: Τώρα ὅμως ἔχομεν νέαν τάξιν πραγμάτων. Οἱ περιπατηταὶ ἐκλείπουν μόνον, ἐνῶ αἱ ὁδοὶ γεμίζουν ἀπὸ ἁμάξας καὶ ἁμαξοστοιχίας. bbox=[496, 1487, 709, 1572]
subscription-foreign-line4: ΑΙ ΑΝΩΝΥΜΟΙ ΕΠΙΣΤΟΛΑΙ ΔΕΝ ΛΑΜΒΑΝΟΝΤΑΙ ΥΠ' ΟΨΙΝ bbox=[1162, 209, 1511, 222]
paragraph: Ὁ κ. Λυμπρίτης ἀνεμένετο εἰς τὸν ἄγριον ἀπὸ τὸ Ὑπουργεῖον, τὸ ὁποῖον καὶ ἐστάθη ἔξω τῆς ἀγωγῆς τῶν ζητημάτων τοῦ στρατοῦ. bbox=[269, 2241, 478, 2328]
column-2-right-sub bbox=[488, 1124, 709, 2201]
